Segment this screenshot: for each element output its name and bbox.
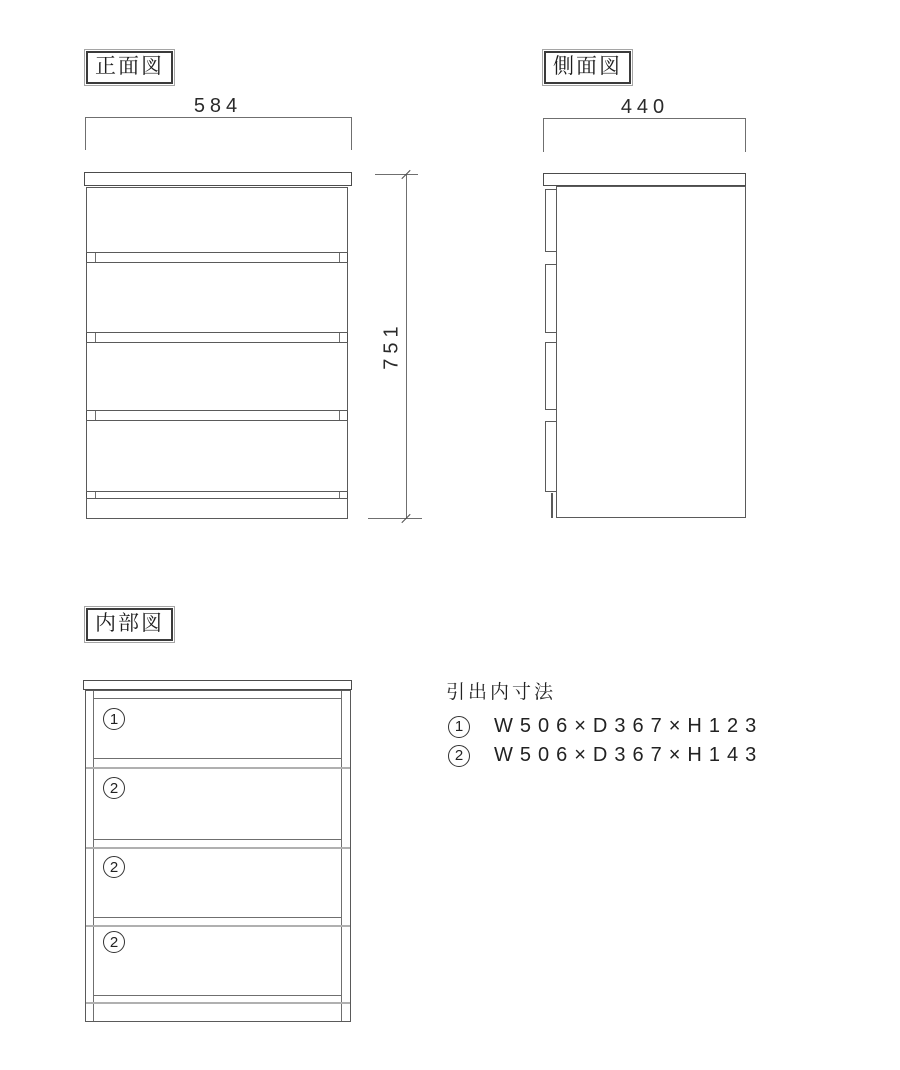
internal-shelf-line-2 xyxy=(94,839,341,840)
front-base-panel xyxy=(86,498,348,519)
front-height-extension-bottom xyxy=(368,518,422,519)
internal-shelf-rail-3 xyxy=(86,925,350,927)
internal-view-label-box xyxy=(84,606,175,643)
front-drawer-2 xyxy=(86,262,348,333)
compartment-mark-4 xyxy=(103,931,125,953)
front-drawer-gap-3 xyxy=(86,411,348,420)
side-depth-extension-right xyxy=(745,118,746,152)
compartment-mark-2 xyxy=(103,777,125,799)
front-top-board xyxy=(84,172,352,186)
side-base-front-edge xyxy=(551,493,553,518)
front-drawer-3 xyxy=(86,342,348,411)
internal-shelf-line-4 xyxy=(94,995,341,996)
front-drawer-1 xyxy=(86,187,348,253)
gap-tick-right xyxy=(339,411,340,420)
internal-top-panel-line xyxy=(94,698,341,699)
front-drawer-gap-2 xyxy=(86,333,348,342)
front-width-dimension-text: 584 xyxy=(193,95,243,117)
spec-mark-digit: 2 xyxy=(454,747,464,764)
side-drawer-front-2 xyxy=(545,264,557,333)
gap-tick-right xyxy=(339,333,340,342)
front-drawer-gap-1 xyxy=(86,253,348,262)
compartment-mark-digit: 1 xyxy=(109,710,119,728)
side-depth-dimension-text: 440 xyxy=(620,96,670,118)
side-view-label-box xyxy=(542,49,633,86)
compartment-mark-3 xyxy=(103,856,125,878)
gap-tick-left xyxy=(95,411,96,420)
internal-top-board xyxy=(83,680,352,690)
spec-dimensions-2: W506×D367×H143 xyxy=(494,744,764,766)
internal-shelf-rail-2 xyxy=(86,847,350,849)
compartment-mark-digit: 2 xyxy=(109,858,119,876)
internal-shelf-rail-4 xyxy=(86,1002,350,1004)
side-depth-dimension-line xyxy=(543,118,746,119)
gap-tick-left xyxy=(95,333,96,342)
front-view-label: 正面図 xyxy=(86,51,173,84)
drawer-spec-row-2 xyxy=(448,744,763,767)
internal-shelf-line-1 xyxy=(94,758,341,759)
internal-right-side-panel-line xyxy=(341,691,342,1021)
compartment-mark-1 xyxy=(103,708,125,730)
drawer-spec-heading: 引出内寸法 xyxy=(446,682,557,703)
gap-tick-left xyxy=(95,253,96,262)
spec-mark-1 xyxy=(448,716,470,738)
spec-mark-2 xyxy=(448,745,470,767)
front-width-dimension-line xyxy=(85,117,352,118)
spec-mark-digit: 1 xyxy=(454,718,464,735)
internal-view-label: 内部図 xyxy=(86,608,173,641)
internal-body-outline xyxy=(85,690,351,1022)
front-width-extension-left xyxy=(85,117,86,150)
front-drawer-4 xyxy=(86,420,348,492)
front-height-dimension-text: 751 xyxy=(380,321,403,370)
front-height-dimension-line xyxy=(406,174,407,518)
side-view-label: 側面図 xyxy=(544,51,631,84)
side-body-panel xyxy=(556,186,746,518)
compartment-mark-digit: 2 xyxy=(109,933,119,951)
side-depth-extension-left xyxy=(543,118,544,152)
front-width-extension-right xyxy=(351,117,352,150)
spec-dimensions-1: W506×D367×H123 xyxy=(494,715,764,737)
drawer-spec-row-1 xyxy=(448,715,763,738)
side-drawer-front-3 xyxy=(545,342,557,410)
side-drawer-front-4 xyxy=(545,421,557,492)
front-view-label-box xyxy=(84,49,175,86)
gap-tick-right xyxy=(339,253,340,262)
internal-left-side-panel-line xyxy=(93,691,94,1021)
side-top-board xyxy=(543,173,746,186)
compartment-mark-digit: 2 xyxy=(109,779,119,797)
internal-shelf-rail-1 xyxy=(86,767,350,769)
side-drawer-front-1 xyxy=(545,189,557,252)
internal-shelf-line-3 xyxy=(94,917,341,918)
front-height-extension-top xyxy=(375,174,418,175)
